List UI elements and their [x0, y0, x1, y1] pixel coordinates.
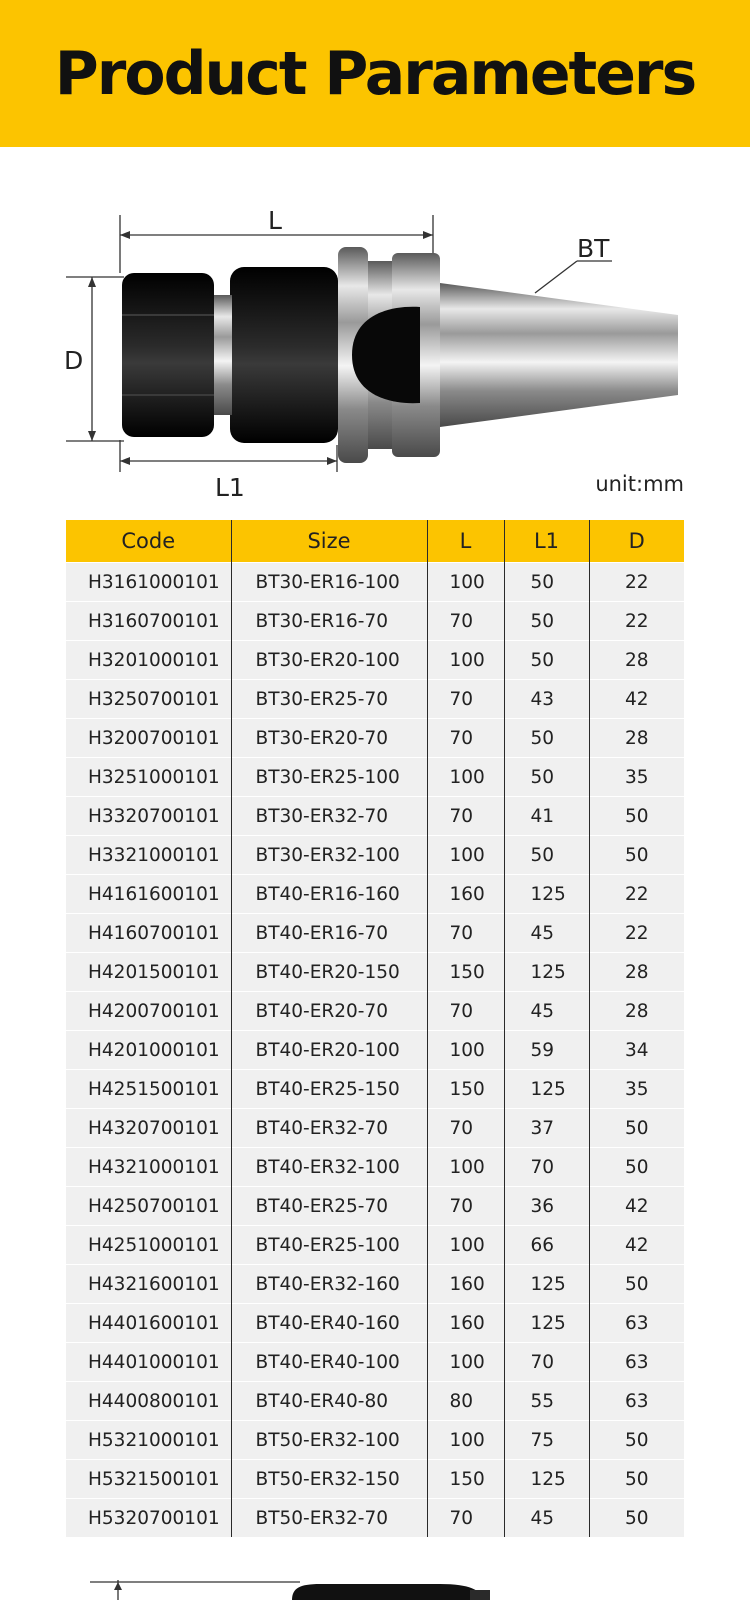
cell-code: H4321000101 [66, 1148, 231, 1187]
cell-code: H5321000101 [66, 1421, 231, 1460]
cell-l: 100 [427, 1031, 504, 1070]
column-header-l: L [427, 520, 504, 563]
dimension-label-bt: BT [577, 234, 610, 263]
cell-l1: 45 [504, 992, 589, 1031]
cell-code: H3251000101 [66, 758, 231, 797]
cell-l: 70 [427, 719, 504, 758]
table-row [66, 680, 684, 719]
cell-code: H3160700101 [66, 602, 231, 641]
cell-l: 100 [427, 1226, 504, 1265]
cell-l: 100 [427, 1148, 504, 1187]
cell-d: 28 [589, 641, 684, 680]
cell-size: BT40-ER16-70 [231, 914, 427, 953]
dimension-label-l: L [268, 206, 282, 235]
cell-code: H4251000101 [66, 1226, 231, 1265]
cell-d: 22 [589, 914, 684, 953]
table-row [66, 1265, 684, 1304]
cell-l1: 50 [504, 758, 589, 797]
cell-code: H4250700101 [66, 1187, 231, 1226]
cell-code: H3200700101 [66, 719, 231, 758]
cell-d: 34 [589, 1031, 684, 1070]
cell-l: 160 [427, 1304, 504, 1343]
cell-size: BT50-ER32-70 [231, 1499, 427, 1538]
table-row [66, 602, 684, 641]
cell-code: H5320700101 [66, 1499, 231, 1538]
cell-code: H4321600101 [66, 1265, 231, 1304]
cell-size: BT50-ER32-100 [231, 1421, 427, 1460]
cell-d: 35 [589, 1070, 684, 1109]
table-row [66, 1382, 684, 1421]
cell-l: 70 [427, 1109, 504, 1148]
table-row [66, 1343, 684, 1382]
cell-l1: 125 [504, 953, 589, 992]
table-row [66, 1499, 684, 1538]
cell-l: 150 [427, 1460, 504, 1499]
holder-body [230, 267, 338, 443]
cell-l1: 75 [504, 1421, 589, 1460]
table-header-row [66, 520, 684, 563]
parameters-table [66, 520, 684, 1537]
cell-l: 80 [427, 1382, 504, 1421]
cell-d: 28 [589, 719, 684, 758]
table-row [66, 758, 684, 797]
table-row [66, 1148, 684, 1187]
table-row [66, 1031, 684, 1070]
cell-l1: 125 [504, 1070, 589, 1109]
cell-size: BT30-ER16-100 [231, 563, 427, 602]
cell-code: H4400800101 [66, 1382, 231, 1421]
cell-size: BT30-ER20-100 [231, 641, 427, 680]
cell-code: H4201000101 [66, 1031, 231, 1070]
dimension-label-l1: L1 [215, 473, 245, 502]
cell-l1: 50 [504, 719, 589, 758]
cell-d: 63 [589, 1382, 684, 1421]
table-row [66, 992, 684, 1031]
next-section-drawing-peek [0, 1560, 750, 1600]
collet-nut [122, 273, 214, 437]
column-header-d: D [589, 520, 684, 563]
cell-size: BT40-ER40-80 [231, 1382, 427, 1421]
cell-size: BT40-ER25-150 [231, 1070, 427, 1109]
cell-code: H4251500101 [66, 1070, 231, 1109]
cell-l1: 125 [504, 1304, 589, 1343]
table-row [66, 1226, 684, 1265]
cell-size: BT40-ER40-100 [231, 1343, 427, 1382]
cell-d: 42 [589, 1187, 684, 1226]
cell-l: 100 [427, 1421, 504, 1460]
cell-code: H4160700101 [66, 914, 231, 953]
cell-size: BT30-ER25-70 [231, 680, 427, 719]
cell-l1: 50 [504, 641, 589, 680]
cell-l: 70 [427, 797, 504, 836]
cell-size: BT30-ER32-70 [231, 797, 427, 836]
cell-size: BT40-ER25-70 [231, 1187, 427, 1226]
cell-size: BT40-ER32-70 [231, 1109, 427, 1148]
cell-code: H4161600101 [66, 875, 231, 914]
cell-l: 70 [427, 1499, 504, 1538]
cell-l: 70 [427, 992, 504, 1031]
cell-d: 63 [589, 1343, 684, 1382]
cell-d: 28 [589, 953, 684, 992]
cell-size: BT40-ER32-100 [231, 1148, 427, 1187]
cell-size: BT40-ER40-160 [231, 1304, 427, 1343]
cell-size: BT50-ER32-150 [231, 1460, 427, 1499]
cell-l1: 70 [504, 1343, 589, 1382]
cell-size: BT40-ER20-100 [231, 1031, 427, 1070]
cell-l1: 70 [504, 1148, 589, 1187]
table-row [66, 836, 684, 875]
cell-d: 50 [589, 836, 684, 875]
table-row [66, 875, 684, 914]
cell-code: H4200700101 [66, 992, 231, 1031]
cell-code: H4401600101 [66, 1304, 231, 1343]
table-row [66, 1187, 684, 1226]
cell-l: 100 [427, 1343, 504, 1382]
cell-code: H4201500101 [66, 953, 231, 992]
cell-code: H4401000101 [66, 1343, 231, 1382]
cell-code: H3321000101 [66, 836, 231, 875]
cell-d: 63 [589, 1304, 684, 1343]
cell-size: BT40-ER16-160 [231, 875, 427, 914]
table-row [66, 953, 684, 992]
cell-size: BT40-ER32-160 [231, 1265, 427, 1304]
cell-d: 35 [589, 758, 684, 797]
cell-size: BT30-ER16-70 [231, 602, 427, 641]
table-body [66, 563, 684, 1538]
cell-code: H3161000101 [66, 563, 231, 602]
page-title: Product Parameters [54, 38, 696, 109]
cell-l1: 41 [504, 797, 589, 836]
cell-l1: 37 [504, 1109, 589, 1148]
table-row [66, 563, 684, 602]
neck [214, 295, 232, 415]
cell-l1: 125 [504, 1265, 589, 1304]
cell-l1: 59 [504, 1031, 589, 1070]
cell-l1: 50 [504, 563, 589, 602]
cell-l: 70 [427, 680, 504, 719]
cell-l1: 55 [504, 1382, 589, 1421]
table-row [66, 1070, 684, 1109]
cell-l: 100 [427, 563, 504, 602]
table-row [66, 914, 684, 953]
cell-d: 22 [589, 563, 684, 602]
cell-l1: 45 [504, 1499, 589, 1538]
cell-size: BT30-ER25-100 [231, 758, 427, 797]
cell-l1: 45 [504, 914, 589, 953]
table-row [66, 719, 684, 758]
cell-d: 50 [589, 1421, 684, 1460]
cell-l1: 125 [504, 1460, 589, 1499]
cell-code: H4320700101 [66, 1109, 231, 1148]
cell-size: BT40-ER25-100 [231, 1226, 427, 1265]
cell-l: 70 [427, 602, 504, 641]
table-row [66, 641, 684, 680]
cell-d: 28 [589, 992, 684, 1031]
cell-d: 50 [589, 1499, 684, 1538]
cell-l1: 36 [504, 1187, 589, 1226]
cell-l: 150 [427, 953, 504, 992]
table-row [66, 797, 684, 836]
cell-l: 160 [427, 875, 504, 914]
cell-code: H3201000101 [66, 641, 231, 680]
table-row [66, 1109, 684, 1148]
cell-size: BT40-ER20-70 [231, 992, 427, 1031]
cell-size: BT40-ER20-150 [231, 953, 427, 992]
cell-size: BT30-ER32-100 [231, 836, 427, 875]
cell-d: 42 [589, 680, 684, 719]
cell-d: 22 [589, 875, 684, 914]
cell-l: 100 [427, 758, 504, 797]
cell-l: 100 [427, 836, 504, 875]
cell-size: BT30-ER20-70 [231, 719, 427, 758]
cell-d: 22 [589, 602, 684, 641]
column-header-size: Size [231, 520, 427, 563]
unit-label: unit:mm [595, 472, 684, 496]
cell-l1: 50 [504, 836, 589, 875]
cell-l: 70 [427, 1187, 504, 1226]
cell-d: 50 [589, 1265, 684, 1304]
cell-l1: 125 [504, 875, 589, 914]
cell-l: 100 [427, 641, 504, 680]
cell-d: 50 [589, 1460, 684, 1499]
cell-code: H3320700101 [66, 797, 231, 836]
cell-d: 50 [589, 1109, 684, 1148]
bt-taper [440, 283, 678, 427]
cell-l1: 50 [504, 602, 589, 641]
cell-l: 70 [427, 914, 504, 953]
cell-l1: 66 [504, 1226, 589, 1265]
cell-code: H5321500101 [66, 1460, 231, 1499]
column-header-l1: L1 [504, 520, 589, 563]
tool-holder-drawing [0, 195, 750, 510]
header-banner [0, 0, 750, 147]
cell-d: 42 [589, 1226, 684, 1265]
table-row [66, 1421, 684, 1460]
cell-l1: 43 [504, 680, 589, 719]
cell-l: 150 [427, 1070, 504, 1109]
cell-d: 50 [589, 1148, 684, 1187]
cell-d: 50 [589, 797, 684, 836]
column-header-code: Code [66, 520, 231, 563]
cell-l: 160 [427, 1265, 504, 1304]
table-row [66, 1460, 684, 1499]
table-row [66, 1304, 684, 1343]
dimension-label-d: D [64, 346, 84, 375]
cell-code: H3250700101 [66, 680, 231, 719]
